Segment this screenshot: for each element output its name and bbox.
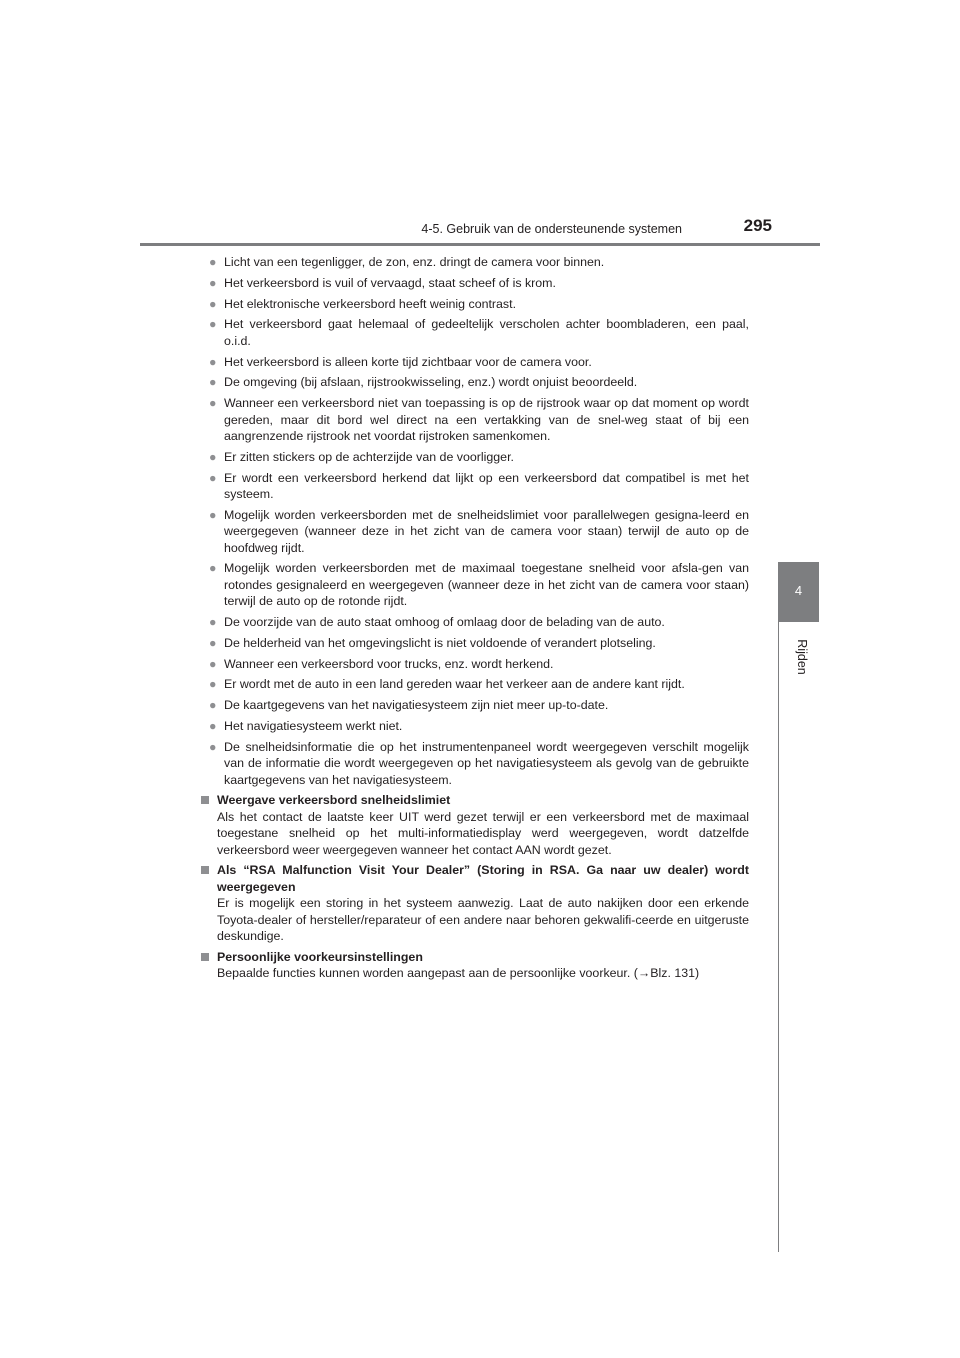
bullet-icon: ● <box>209 255 217 269</box>
bullet-icon: ● <box>209 470 217 485</box>
list-item <box>208 635 749 651</box>
list-item <box>208 507 749 556</box>
list-item-text: Mogelijk worden verkeersborden met de maximaal toegestane snelheid voor afsla-gen van rotondes gesignaleerd en weergegeven (wanneer deze in het zicht van de camera voor staan) terwijl de auto op de rotonde rijdt. <box>224 561 749 609</box>
chapter-tab <box>778 562 819 622</box>
list-item <box>208 470 749 503</box>
list-item-text: Er wordt een verkeersbord herkend dat lijkt op een verkeersbord dat compatibel is met het systeem. <box>224 470 749 501</box>
list-item-text: De kaartgegevens van het navigatiesysteem zijn niet meer up-to-date. <box>224 698 609 713</box>
list-item <box>208 739 749 788</box>
list-item-text: Het verkeersbord is alleen korte tijd zichtbaar voor de camera voor. <box>224 354 592 369</box>
bullet-icon: ● <box>209 275 217 290</box>
bullet-icon: ● <box>209 739 217 754</box>
list-item-text: De voorzijde van de auto staat omhoog of omlaag door de belading van de auto. <box>224 615 665 630</box>
bullet-icon: ● <box>209 507 217 522</box>
list-item <box>208 254 749 270</box>
list-item-text: Het verkeersbord is vuil of vervaagd, staat scheef of is krom. <box>224 275 556 290</box>
notes-list <box>208 792 749 981</box>
list-item-text: Het navigatiesysteem werkt niet. <box>224 719 403 733</box>
list-item-text: Mogelijk worden verkeersborden met de snelheidslimiet voor parallelwegen gesigna-leerd en weergegeven (wanneer deze in het zicht van de camera voor staan) terwijl de auto op de hoofdweg rijdt. <box>224 507 749 555</box>
bullet-icon: ● <box>209 635 217 650</box>
header-rule <box>140 243 820 246</box>
bullet-icon: ● <box>209 719 217 733</box>
bullet-icon: ● <box>209 396 217 411</box>
page-header <box>140 214 820 246</box>
bullet-icon: ● <box>209 677 217 692</box>
note-body: Als het contact de laatste keer UIT werd gezet terwijl er een verkeersbord met de maximaal toegestane snelheid op het multi-informatiedisplay werd weergegeven, wordt datzelfde verkeersbord weer weergegeven wanneer het contact AAN wordt gezet. <box>217 809 749 857</box>
note-section <box>200 862 749 944</box>
note-section <box>200 792 749 858</box>
bullet-icon: ● <box>209 296 217 311</box>
note-section <box>200 949 749 982</box>
list-item <box>208 656 749 672</box>
bullet-icon: ● <box>209 449 217 464</box>
chapter-label: Rijden <box>795 639 809 675</box>
list-item-text: Het verkeersbord gaat helemaal of gedeeltelijk verscholen achter boombladeren, een paal, o.i.d. <box>224 317 749 348</box>
list-item-text: Wanneer een verkeersbord voor trucks, enz. wordt herkend. <box>224 656 554 671</box>
list-item <box>208 449 749 465</box>
bullet-icon: ● <box>209 698 217 713</box>
list-item <box>208 560 749 609</box>
condition-list <box>208 254 749 788</box>
square-bullet-icon <box>201 796 209 804</box>
list-item <box>208 316 749 349</box>
list-item <box>208 354 749 370</box>
square-bullet-icon <box>201 866 209 874</box>
bullet-icon: ● <box>209 656 217 671</box>
note-title: Weergave verkeersbord snelheidslimiet <box>217 793 451 808</box>
note-body: Bepaalde functies kunnen worden aangepast aan de persoonlijke voorkeur. (→Blz. 131) <box>217 966 700 981</box>
note-title: Als “RSA Malfunction Visit Your Dealer” (Storing in RSA. Ga naar uw dealer) wordt weergegeven <box>217 863 749 894</box>
chapter-tab-rule <box>778 622 819 1252</box>
list-item-text: Er wordt met de auto in een land gereden waar het verkeer aan de andere kant rijdt. <box>224 677 685 692</box>
list-item-text: De helderheid van het omgevingslicht is niet voldoende of verandert plotseling. <box>224 635 656 650</box>
note-title: Persoonlijke voorkeursinstellingen <box>217 949 423 964</box>
list-item-text: Er zitten stickers op de achterzijde van de voorligger. <box>224 449 514 464</box>
list-item <box>208 614 749 630</box>
list-item-text: Licht van een tegenligger, de zon, enz. dringt de camera voor binnen. <box>224 255 605 269</box>
list-item-text: Wanneer een verkeersbord niet van toepassing is op de rijstrook waar op dat moment op wordt gereden, maar dit bord wel direct na een vertakking van de snel-weg staat of bij een aangrenzende rijstrook net voordat rijstroken samenkomen. <box>224 396 749 443</box>
bullet-icon: ● <box>209 561 217 576</box>
square-bullet-icon <box>201 953 209 961</box>
list-item <box>208 374 749 390</box>
list-item-text: Het elektronische verkeersbord heeft weinig contrast. <box>224 296 517 311</box>
section-title: 4-5. Gebruik van de ondersteunende systemen <box>421 222 682 236</box>
list-item <box>208 676 749 692</box>
list-item <box>208 395 749 444</box>
list-item <box>208 296 749 312</box>
bullet-icon: ● <box>209 375 217 390</box>
list-item <box>208 697 749 713</box>
page-number: 295 <box>743 216 772 235</box>
list-item-text: De snelheidsinformatie die op het instrumentenpaneel wordt weergegeven verschilt mogelijk van de informatie die wordt weergegeven op het navigatiesysteem als gevolg van de gebruikte kaartgegevens van het navigatiesysteem. <box>224 739 749 787</box>
chapter-number: 4 <box>794 583 803 598</box>
list-item-text: De omgeving (bij afslaan, rijstrookwisseling, enz.) wordt onjuist beoordeeld. <box>224 375 638 390</box>
bullet-icon: ● <box>209 317 217 332</box>
list-item <box>208 718 749 734</box>
page-body <box>208 254 749 986</box>
list-item <box>208 275 749 291</box>
bullet-icon: ● <box>209 615 217 630</box>
note-body: Er is mogelijk een storing in het systeem aanwezig. Laat de auto nakijken door een erkende Toyota-dealer of hersteller/reparateur of een andere naar behoren gekwalifi-ceerde en uitgeruste deskundige. <box>217 896 749 944</box>
bullet-icon: ● <box>209 354 217 369</box>
